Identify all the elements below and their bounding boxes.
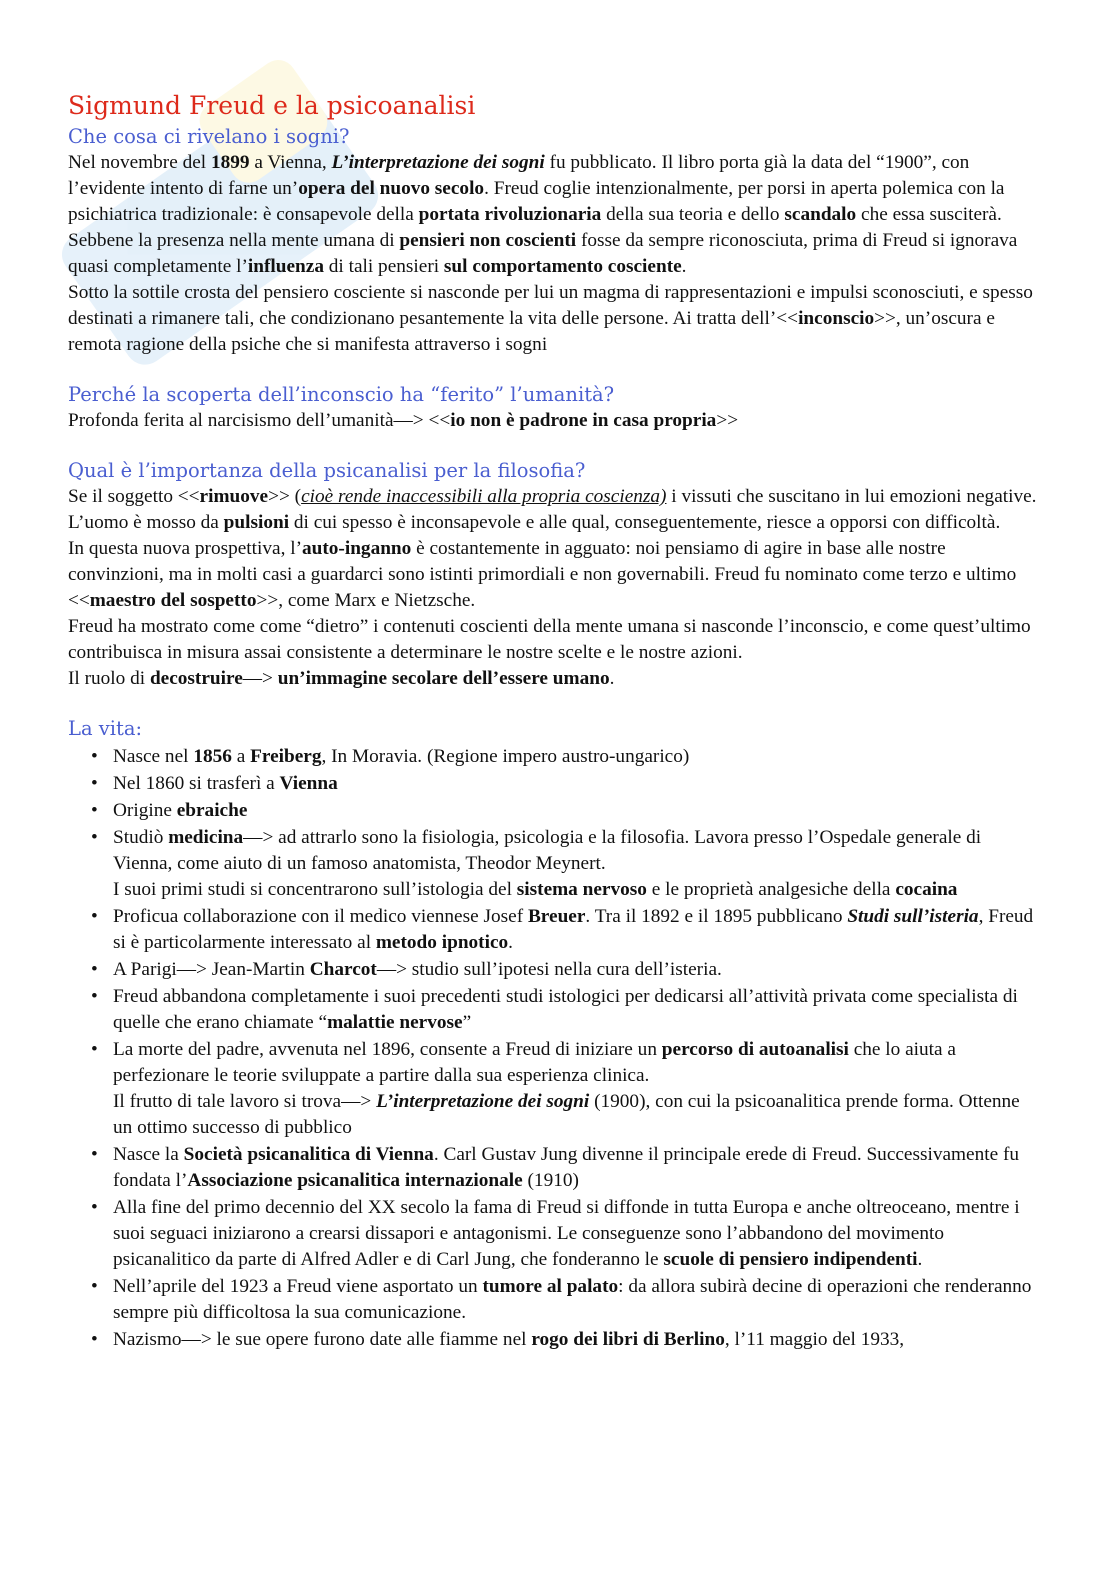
section-heading-life: La vita:	[68, 717, 143, 740]
text-run: Il ruolo di	[68, 668, 150, 689]
paragraph	[68, 536, 1043, 614]
bold-text: io non è padrone in casa propria	[450, 410, 717, 431]
bold-text: ebraiche	[176, 800, 248, 821]
text-run: . Freud coglie intenzionalmente, per porsi in aperta polemica con la psichiatrica tradizionale: è consapevole della	[68, 178, 1005, 225]
bold-text: sul comportamento cosciente	[443, 256, 682, 277]
paragraph	[68, 484, 1043, 536]
text-run: (1900), con cui la psicoanalitica prende forma. Ottenne un ottimo successo di pubblico	[113, 1091, 1020, 1138]
text-run: Nel 1860 si trasferì a	[113, 773, 280, 794]
text-run: Alla fine del primo decennio del XX secolo la fama di Freud si diffonde in tutta Europa e anche oltreoceano, mentre i suoi seguaci iniziarono a crearsi dissapori e antagonismi. Le conseguenze sono l’abbandono del movimento psicanalitico da parte di Alfred Adler e di Carl Jung, che fonderanno le	[113, 1197, 1020, 1270]
text-run: . Tra il 1892 e il 1895 pubblicano	[585, 906, 848, 927]
bold-text: Vienna	[279, 773, 338, 794]
text-run: Profonda ferita al narcisismo dell’umanità—> <<	[68, 410, 451, 431]
list-item	[113, 904, 1043, 956]
text-run: >>, come Marx e Nietzsche.	[256, 590, 476, 611]
list-item-paragraph	[113, 771, 1043, 797]
list-item	[113, 1037, 1043, 1141]
text-run: di cui spesso è inconsapevole e alle qual, conseguentemente, riesce a opporsi con difficoltà.	[289, 512, 1001, 533]
text-run: A Parigi—> Jean-Martin	[113, 959, 310, 980]
text-run: Sebbene la presenza nella mente umana di	[68, 230, 400, 251]
text-run: fu pubblicato. Il libro porta già la data del “1900”, con l’evidente intento di farne un’	[68, 152, 970, 199]
bold-text: malattie nervose	[327, 1012, 463, 1033]
bold-text: Freiberg	[250, 746, 322, 767]
bold-text: un’immagine secolare dell’essere umano	[277, 668, 610, 689]
list-item-paragraph	[113, 904, 1043, 956]
text-run: —> ad attrarlo sono la fisiologia, psicologia e la filosofia. Lavora presso l’Ospedale generale di Vienna, come aiuto di un famoso anatomista, Theodor Meynert.	[113, 827, 982, 874]
document-page	[68, 88, 1043, 1354]
section-heading: Qual è l’importanza della psicanalisi per la filosofia?	[68, 459, 586, 482]
text-run: della sua teoria e dello	[601, 204, 785, 225]
text-run: .	[681, 256, 687, 277]
list-item-paragraph	[113, 1089, 1043, 1141]
section-heading: Perché la scoperta dell’inconscio ha “ferito” l’umanità?	[68, 383, 615, 406]
bold-text: opera del nuovo secolo	[298, 178, 485, 199]
text-run: di tali pensieri	[323, 256, 444, 277]
italic-text: cioè rende inaccessibili alla propria coscienza)	[301, 486, 667, 507]
bold-text: maestro del sospetto	[89, 590, 257, 611]
text-run: è costantemente in agguato: noi pensiamo di agire in base alle nostre convinzioni, ma in molti casi a guardarci sono istinti primordiali e non governabili. Freud fu nominato come terzo e ultimo <<	[68, 538, 1017, 611]
text-run: >>	[716, 410, 739, 431]
text-run: (1910)	[522, 1170, 579, 1191]
text-run: Se il soggetto <<	[68, 486, 200, 507]
text-run: Il frutto di tale lavoro si trova—>	[113, 1091, 377, 1112]
text-run: Nasce la	[113, 1144, 184, 1165]
bold-text: cocaina	[895, 879, 958, 900]
bold-text: rogo dei libri di Berlino	[531, 1329, 725, 1350]
list-item	[113, 957, 1043, 983]
list-item-paragraph	[113, 1037, 1043, 1089]
bold-text: pensieri non coscienti	[399, 230, 577, 251]
paragraph	[68, 408, 1043, 434]
text-run: >>, un’oscura e remota ragione della psiche che si manifesta attraverso i sogni	[68, 308, 995, 355]
list-item	[113, 1327, 1043, 1353]
bold-text: auto-inganno	[302, 538, 412, 559]
list-item-paragraph	[113, 1195, 1043, 1273]
text-run: .	[508, 932, 513, 953]
bold-text: percorso di autoanalisi	[661, 1039, 849, 1060]
text-run: La morte del padre, avvenuta nel 1896, consente a Freud di iniziare un	[113, 1039, 662, 1060]
text-run: e le proprietà analgesiche della	[646, 879, 896, 900]
paragraph	[68, 666, 1043, 692]
bold-text: 1899	[210, 152, 250, 173]
list-item-paragraph	[113, 744, 1043, 770]
text-run: Sotto la sottile crosta del pensiero cosciente si nasconde per lui un magma di rappresentazioni e impulsi sconosciuti, e spesso destinati a rimanere tali, che condizionano pesantemente la vita delle persone. Ai tratta dell’<<	[68, 282, 1033, 329]
bold-text: scandalo	[784, 204, 857, 225]
bold-text: pulsioni	[223, 512, 290, 533]
text-run: Nel novembre del	[68, 152, 211, 173]
bold-text: 1856	[193, 746, 232, 767]
bold-text: Società psicanalitica di Vienna	[183, 1144, 434, 1165]
bold-text: Breuer	[527, 906, 586, 927]
list-item	[113, 771, 1043, 797]
text-run: a Vienna,	[249, 152, 332, 173]
list-item-paragraph	[113, 798, 1043, 824]
text-run: , In Moravia. (Regione impero austro-ungarico)	[321, 746, 690, 767]
bold-text: L’interpretazione dei sogni	[376, 1091, 590, 1112]
text-run: che lo aiuta a perfezionare le teorie sviluppate a partire dalla sua esperienza clinica.	[113, 1039, 956, 1086]
text-run: Studiò	[113, 827, 169, 848]
text-run: Freud ha mostrato come come “dietro” i contenuti coscienti della mente umana si nasconde l’inconscio, e come quest’ultimo contribuisca in misura assai consistente a determinare le nostre scelte e le nostre azioni.	[68, 616, 1031, 663]
text-run: Nazismo—> le sue opere furono date alle fiamme nel	[113, 1329, 532, 1350]
text-run: , Freud si è particolarmente interessato al	[113, 906, 1034, 953]
list-item	[113, 744, 1043, 770]
bold-text: Associazione psicanalitica internazionale	[187, 1170, 523, 1191]
bold-text: rimuove	[199, 486, 269, 507]
bold-text: inconscio	[798, 308, 875, 329]
paragraph	[68, 228, 1043, 280]
life-list	[68, 744, 1043, 1353]
paragraph	[68, 280, 1043, 358]
bold-text: Charcot	[309, 959, 377, 980]
bold-text: tumore al palato	[482, 1276, 619, 1297]
bold-text: decostruire	[149, 668, 243, 689]
text-run: —> studio sull’ipotesi nella cura dell’isteria.	[376, 959, 722, 980]
bold-text: Studi sull’isteria	[847, 906, 979, 927]
document-title: Sigmund Freud e la psicoanalisi	[68, 91, 476, 120]
text-run: Proficua collaborazione con il medico viennese Josef	[113, 906, 528, 927]
text-run: >> (	[268, 486, 302, 507]
list-item-paragraph	[113, 984, 1043, 1036]
text-run: Nell’aprile del 1923 a Freud viene asportato un	[113, 1276, 483, 1297]
text-run: che essa susciterà.	[856, 204, 1002, 225]
text-run: —>	[242, 668, 278, 689]
bold-text: scuole di pensiero indipendenti	[663, 1249, 918, 1270]
list-item	[113, 984, 1043, 1036]
section-heading: Che cosa ci rivelano i sogni?	[68, 125, 350, 148]
list-item-paragraph	[113, 1274, 1043, 1326]
text-run: : da allora subirà decine di operazioni che renderanno sempre più difficoltosa la sua comunicazione.	[113, 1276, 1032, 1323]
list-item	[113, 1142, 1043, 1194]
text-run: , l’11 maggio del 1933,	[724, 1329, 905, 1350]
text-run: I suoi primi studi si concentrarono sull’istologia del	[113, 879, 517, 900]
bold-text: L’interpretazione dei sogni	[331, 152, 545, 173]
text-run: fosse da sempre riconosciuta, prima di Freud si ignorava quasi completamente l’	[68, 230, 1018, 277]
list-item-paragraph	[113, 1327, 1043, 1353]
bold-text: sistema nervoso	[516, 879, 647, 900]
text-run: i vissuti che suscitano in lui emozioni negative. L’uomo è mosso da	[68, 486, 1037, 533]
paragraph	[68, 614, 1043, 666]
text-run: a	[231, 746, 251, 767]
bold-text: medicina	[168, 827, 244, 848]
text-run: .	[917, 1249, 923, 1270]
bold-text: influenza	[247, 256, 324, 277]
paragraph	[68, 150, 1043, 228]
text-run: In questa nuova prospettiva, l’	[68, 538, 302, 559]
list-item-paragraph	[113, 877, 1043, 903]
text-run: Origine	[113, 800, 177, 821]
list-item	[113, 1274, 1043, 1326]
text-run: Nasce nel	[113, 746, 194, 767]
list-item-paragraph	[113, 957, 1043, 983]
list-item	[113, 798, 1043, 824]
text-run: .	[609, 668, 615, 689]
bold-text: portata rivoluzionaria	[418, 204, 602, 225]
text-run: ”	[462, 1012, 472, 1033]
list-item	[113, 825, 1043, 903]
list-item-paragraph	[113, 825, 1043, 877]
text-run: Freud abbandona completamente i suoi precedenti studi istologici per dedicarsi all’attività privata come specialista di quelle che erano chiamate “	[113, 986, 1018, 1033]
list-item-paragraph	[113, 1142, 1043, 1194]
list-item	[113, 1195, 1043, 1273]
bold-text: metodo ipnotico	[375, 932, 509, 953]
text-run: . Carl Gustav Jung divenne il principale erede di Freud. Successivamente fu fondata l’	[113, 1144, 1020, 1191]
